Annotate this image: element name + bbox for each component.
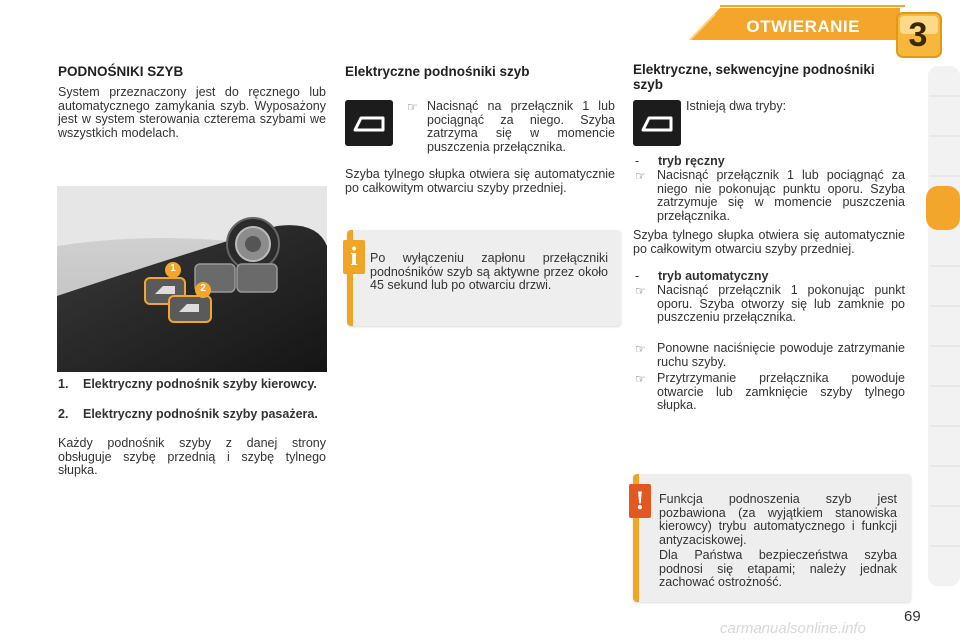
mode2-bullet-1 [635,284,905,325]
callout-1: 1 [170,263,176,274]
active-tab [926,186,960,230]
hand-icon: ☞ [635,372,646,386]
hand-icon: ☞ [407,100,418,114]
hand-icon: ☞ [635,342,646,356]
bullet-item [407,100,615,164]
list-num-2: 2. [58,407,69,421]
mode2-bullet-text-2: Ponowne naciśnięcie powoduje zatrzymanie ruchu szyby. [657,341,905,369]
hand-icon: ☞ [635,284,646,298]
warning-badge: ! [629,484,651,518]
callout-2: 2 [200,283,206,294]
intro-paragraph: System przeznaczony jest do ręcznego lub automatycznego zamykania szyb. Wyposażony jest w system sterowania czterema szybami we wszystkich modelach. [58,85,326,140]
section-title-window-lifts: PODNOŚNIKI SZYB [58,64,184,79]
info-text: Po wyłączeniu zapłonu przełączniki podnośników szyb są aktywne przez około 45 sekund lub po otwarciu drzwi. [370,251,608,292]
watermark: carmanualsonline.info [720,620,866,637]
warning-text-2: Dla Państwa bezpieczeństwa szyba podnosi się etapami; należy jednak zachować ostrożność. [659,548,897,589]
modes-intro: Istnieją dwa tryby: [686,99,787,113]
chapter-tabs [926,66,960,586]
switch-icon [345,100,393,146]
mode2-bullet-text-1: Nacisnąć przełącznik 1 pokonując punkt oporu. Szyba otworzy się lub zamknie po puszczeniu przełącznika. [657,283,905,324]
door-switch-photo [57,186,327,372]
mode2-dash: - [635,269,640,283]
chapter-number: 3 [908,16,928,54]
mode2-bullet-text-3: Przytrzymanie przełącznika powoduje otwarcie lub zamknięcie szyby tylnego słupka. [657,371,905,412]
page-number: 69 [904,608,921,625]
mode2-label: tryb automatyczny [658,269,769,283]
mode1-dash: - [635,154,640,168]
mode1-paragraph: Szyba tylnego słupka otwiera się automatycznie po całkowitym otwarciu szyby przedniej. [633,228,905,256]
chapter-title: OTWIERANIE [746,17,860,36]
warning-text-1: Funkcja podnoszenia szyb jest pozbawiona (za wyjątkiem stanowiska kierowcy) trybu automatycznego i funkcji antyzaciskowej. [659,492,897,547]
rear-window-paragraph: Szyba tylnego słupka otwiera się automatycznie po całkowitym otwarciu szyby przedniej. [345,167,615,195]
mode2-bullet-3 [635,372,905,413]
section-title-electric: Elektryczne podnośniki szyb [345,64,530,79]
list-num-1: 1. [58,377,69,391]
info-badge: i [343,240,365,274]
bullet-text: Nacisnąć na przełącznik 1 lub pociągnąć za niego. Szyba zatrzyma się w momencie puszczenia przełącznika. [427,99,615,154]
mode1-bullet-text: Nacisnąć przełącznik 1 lub pociągnąć za niego nie pokonując punktu oporu. Szyba zatrzymuje się w momencie puszczenia przełącznika. [657,168,905,223]
list-item-2: Elektryczny podnośnik szyby pasażera. [83,407,318,421]
list-item-1: Elektryczny podnośnik szyby kierowcy. [83,377,317,391]
mode1-label: tryb ręczny [658,154,725,168]
mode1-bullet [635,169,905,223]
outro-paragraph: Każdy podnośnik szyby z danej strony obsługuje szybę przednią i szybę tylnego słupka. [58,436,326,477]
section-title-sequential: Elektryczne, sekwencyjne podnośniki szyb [633,62,875,92]
mode2-bullet-2 [635,342,905,369]
switch-icon-2 [633,100,681,146]
hand-icon: ☞ [635,169,646,183]
